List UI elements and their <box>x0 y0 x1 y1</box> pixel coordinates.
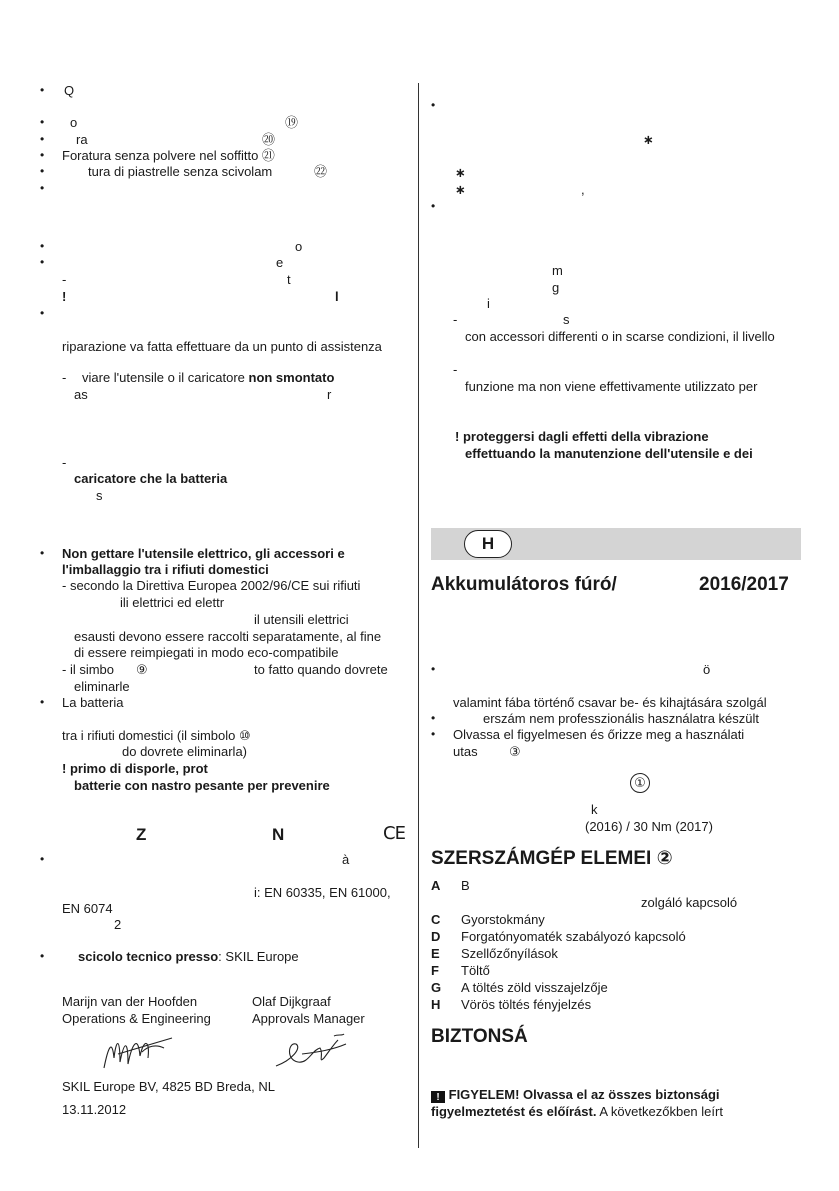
right-text-line: con accessori differenti o in scarse condizioni, il livello <box>465 329 775 344</box>
left-text-line: scicolo tecnico presso: SKIL Europe <box>78 949 299 964</box>
left-text-line: ! primo di disporle, prot <box>62 761 208 776</box>
product-models: 2016/2017 <box>699 574 789 595</box>
part-label: Vörös töltés fényjelzés <box>461 997 592 1012</box>
left-text-line: di essere reimpiegati in modo eco-compatibile <box>74 645 339 660</box>
right-text-line: ③ <box>509 744 521 759</box>
ce-mark: CE <box>383 823 405 844</box>
left-text-line: to fatto quando dovrete <box>254 662 388 677</box>
part-label: Szellőzőnyílások <box>461 946 558 961</box>
left-text-line: caricatore che la batteria <box>74 471 228 486</box>
bullet-mark: • <box>40 306 45 320</box>
warning-line-2: figyelmeztetést és előírást. A következőkben leírt <box>431 1104 723 1119</box>
part-letter: H <box>431 997 441 1012</box>
left-text-line: tura di piastrelle senza scivolam <box>88 164 273 179</box>
left-text-line: i: EN 60335, EN 61000, <box>254 885 391 900</box>
declaration-n: N <box>272 825 285 844</box>
right-text-line: ö <box>703 662 711 677</box>
part-label: Forgatónyomaték szabályozó kapcsoló <box>461 929 686 944</box>
left-text-line: l'imballaggio tra i rifiuti domestici <box>62 562 269 577</box>
left-text-line: o <box>295 239 303 254</box>
left-text-line: Olaf Dijkgraaf <box>252 994 331 1009</box>
left-text-line: tra i rifiuti domestici (il simbolo ⑩ <box>62 728 251 743</box>
language-section-bar <box>431 528 801 560</box>
language-code-badge: H <box>464 530 512 558</box>
bullet-mark: • <box>431 727 436 741</box>
right-text-line: ∗ <box>455 182 466 197</box>
bullet-mark: • <box>40 852 45 866</box>
bullet-mark: • <box>40 239 45 253</box>
part-label: A töltés zöld visszajelzője <box>461 980 608 995</box>
left-text-line: do dovrete eliminarla) <box>122 744 248 759</box>
right-text-line: erszám nem professzionális használatra készült <box>483 711 760 726</box>
right-text-line: i <box>487 296 490 311</box>
bullet-mark: • <box>40 255 45 269</box>
left-text-line: e <box>276 255 284 270</box>
right-text-line: ∗ <box>643 132 654 147</box>
left-text-line: - secondo la Direttiva Europea 2002/96/CE sui rifiuti <box>62 578 361 593</box>
bullet-mark: • <box>431 711 436 725</box>
left-text-line: à <box>342 852 350 867</box>
bullet-mark: • <box>40 148 45 162</box>
left-text-line: t <box>287 272 291 287</box>
bullet-mark: • <box>431 662 436 676</box>
part-label: B <box>461 878 470 893</box>
left-text-line: esausti devono essere raccolti separatamente, al fine <box>74 629 382 644</box>
left-text-line: Q <box>64 83 75 98</box>
part-letter: A <box>431 878 441 893</box>
left-text-line: o <box>70 115 78 130</box>
warning-icon: ! <box>431 1091 445 1103</box>
left-text-line: Operations & Engineering <box>62 1011 211 1026</box>
left-text-line: Marijn van der Hoofden <box>62 994 198 1009</box>
bullet-mark: • <box>40 132 45 146</box>
right-text-line: , <box>581 182 585 197</box>
product-title: Akkumulátoros fúró/ <box>431 574 617 595</box>
bullet-mark: • <box>40 546 45 560</box>
left-text-line: - <box>62 370 67 385</box>
left-text-line: ⑲ <box>285 115 299 130</box>
right-text-line: - <box>453 312 458 327</box>
right-text-line: ! proteggersi dagli effetti della vibrazione <box>455 429 709 444</box>
left-text-line: La batteria <box>62 695 124 710</box>
left-text-line: ㉒ <box>314 164 328 179</box>
left-text-line: ! <box>62 289 67 304</box>
part-letter: D <box>431 929 441 944</box>
signature-dijkgraaf <box>272 1030 352 1074</box>
left-text-line: eliminarle <box>74 679 130 694</box>
right-text-line: valamint fába történő csavar be- és kihajtására szolgál <box>453 695 767 710</box>
left-text-line: Non gettare l'utensile elettrico, gli accessori e <box>62 546 345 561</box>
left-text-line: ⑳ <box>262 132 276 147</box>
bullet-mark: • <box>431 98 436 112</box>
left-text-line: 2 <box>114 917 122 932</box>
part-label: zolgáló kapcsoló <box>641 895 738 910</box>
bullet-mark: • <box>40 115 45 129</box>
left-text-line: as <box>74 387 88 402</box>
bullet-mark: • <box>40 695 45 709</box>
left-text-line: Approvals Manager <box>252 1011 365 1026</box>
left-text-line: il utensili elettrici <box>254 612 349 627</box>
right-text-line: funzione ma non viene effettivamente utilizzato per <box>465 379 758 394</box>
part-letter: E <box>431 946 440 961</box>
left-text-line: batterie con nastro pesante per prevenire <box>74 778 330 793</box>
figure-ref-1: ① <box>630 773 650 793</box>
left-text-line: SKIL Europe BV, 4825 BD Breda, NL <box>62 1079 275 1094</box>
left-text-line: r <box>327 387 332 402</box>
left-text-line: l <box>335 289 339 304</box>
left-text-line: riparazione va fatta effettuare da un punto di assistenza <box>62 339 382 354</box>
left-text-line: ⑨ <box>136 662 148 677</box>
right-text-line: k <box>591 802 598 817</box>
part-label: Gyorstokmány <box>461 912 545 927</box>
left-text-line: viare l'utensile o il caricatore non smontato <box>82 370 335 385</box>
declaration-z: Z <box>136 825 147 844</box>
left-text-line: EN 6074 <box>62 901 113 916</box>
left-text-line: s <box>96 488 103 503</box>
left-text-line: ra <box>76 132 88 147</box>
safety-heading: BIZTONSÁ <box>431 1026 528 1047</box>
bullet-mark: • <box>40 949 45 963</box>
right-text-line: s <box>563 312 570 327</box>
part-letter: F <box>431 963 439 978</box>
left-text-line: 13.11.2012 <box>62 1102 127 1117</box>
left-text-line: ili elettrici ed elettr <box>120 595 225 610</box>
warning-line-1: ! FIGYELEM! Olvassa el az összes biztonsági <box>431 1086 720 1103</box>
left-text-line: - <box>62 272 67 287</box>
signature-van-der-hoofden <box>98 1028 178 1074</box>
bullet-mark: • <box>40 164 45 178</box>
right-text-line: (2016) / 30 Nm (2017) <box>585 819 713 834</box>
left-text-line: - <box>62 455 67 470</box>
part-letter: G <box>431 980 442 995</box>
bullet-mark: • <box>431 199 436 213</box>
bullet-mark: • <box>40 83 45 97</box>
right-text-line: ∗ <box>455 165 466 180</box>
left-text-line: - il simbo <box>62 662 115 677</box>
right-text-line: utas <box>453 744 478 759</box>
right-text-line: g <box>552 280 560 295</box>
column-divider <box>418 83 419 1148</box>
right-text-line: - <box>453 362 458 377</box>
right-text-line: m <box>552 263 563 278</box>
right-text-line: effettuando la manutenzione dell'utensile e dei <box>465 446 753 461</box>
parts-heading: SZERSZÁMGÉP ELEMEI ② <box>431 848 673 869</box>
left-text-line: Foratura senza polvere nel soffitto ㉑ <box>62 148 275 163</box>
part-label: Töltő <box>461 963 490 978</box>
part-letter: C <box>431 912 441 927</box>
right-text-line: Olvassa el figyelmesen és őrizze meg a használati <box>453 727 745 742</box>
bullet-mark: • <box>40 181 45 195</box>
